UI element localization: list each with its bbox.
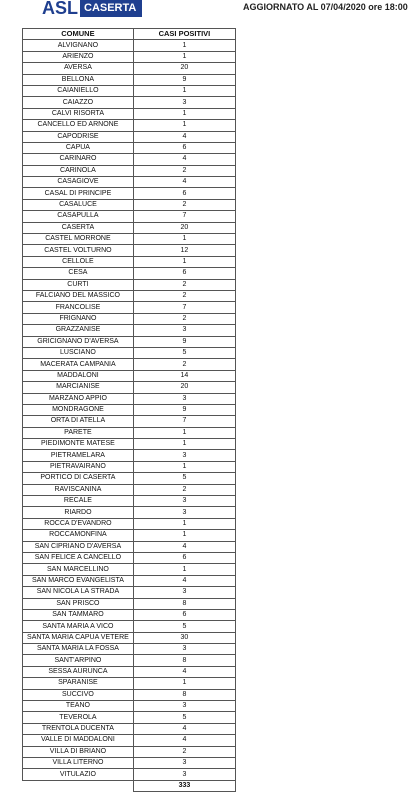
comune-cell: SANTA MARIA A VICO xyxy=(23,621,134,632)
table-row xyxy=(23,666,236,677)
casi-positivi-cell: 6 xyxy=(133,609,235,620)
table-row xyxy=(23,120,236,131)
casi-positivi-cell: 3 xyxy=(133,644,235,655)
total-row xyxy=(23,780,236,791)
casi-positivi-cell: 1 xyxy=(133,40,235,51)
casi-positivi-cell: 3 xyxy=(133,587,235,598)
table-row xyxy=(23,575,236,586)
comune-cell: SESSA AURUNCA xyxy=(23,666,134,677)
table-row xyxy=(23,518,236,529)
casi-positivi-cell: 3 xyxy=(133,393,235,404)
comune-cell: FALCIANO DEL MASSICO xyxy=(23,290,134,301)
table-row xyxy=(23,347,236,358)
casi-positivi-cell: 2 xyxy=(133,199,235,210)
table-row xyxy=(23,40,236,51)
table-row xyxy=(23,496,236,507)
comune-cell: CARINARO xyxy=(23,154,134,165)
table-row xyxy=(23,735,236,746)
table-row xyxy=(23,51,236,62)
table-row xyxy=(23,758,236,769)
casi-positivi-cell: 1 xyxy=(133,530,235,541)
casi-positivi-cell: 1 xyxy=(133,564,235,575)
comune-cell: MONDRAGONE xyxy=(23,404,134,415)
casi-positivi-cell: 2 xyxy=(133,484,235,495)
comune-cell: PIETRAMELARA xyxy=(23,450,134,461)
table-row xyxy=(23,689,236,700)
comune-cell: TEANO xyxy=(23,701,134,712)
table-row xyxy=(23,222,236,233)
casi-positivi-cell: 9 xyxy=(133,74,235,85)
table-row xyxy=(23,404,236,415)
comune-cell: VALLE DI MADDALONI xyxy=(23,735,134,746)
table-row xyxy=(23,268,236,279)
table-row xyxy=(23,655,236,666)
comune-cell: SANTA MARIA CAPUA VETERE xyxy=(23,632,134,643)
casi-positivi-cell: 3 xyxy=(133,701,235,712)
casi-positivi-cell: 5 xyxy=(133,473,235,484)
table-row xyxy=(23,245,236,256)
casi-positivi-cell: 1 xyxy=(133,439,235,450)
comune-cell: CASAPULLA xyxy=(23,211,134,222)
casi-positivi-cell: 7 xyxy=(133,416,235,427)
table-row xyxy=(23,142,236,153)
table-row xyxy=(23,484,236,495)
comune-cell: PORTICO DI CASERTA xyxy=(23,473,134,484)
logo-city-text: CASERTA xyxy=(80,0,142,17)
comune-cell: ALVIGNANO xyxy=(23,40,134,51)
comune-cell: CAIANIELLO xyxy=(23,85,134,96)
table-row xyxy=(23,63,236,74)
table-row xyxy=(23,461,236,472)
comune-cell: SAN MARCELLINO xyxy=(23,564,134,575)
table-row xyxy=(23,302,236,313)
casi-positivi-cell: 3 xyxy=(133,769,235,780)
table-row xyxy=(23,450,236,461)
casi-positivi-cell: 3 xyxy=(133,325,235,336)
table-row xyxy=(23,279,236,290)
comune-cell: CASERTA xyxy=(23,222,134,233)
comune-cell: SAN TAMMARO xyxy=(23,609,134,620)
comune-cell: SAN NICOLA LA STRADA xyxy=(23,587,134,598)
comune-cell: AVERSA xyxy=(23,63,134,74)
comune-cell: SANTA MARIA LA FOSSA xyxy=(23,644,134,655)
table-row xyxy=(23,382,236,393)
comune-cell: CASAGIOVE xyxy=(23,177,134,188)
comune-cell: TEVEROLA xyxy=(23,712,134,723)
casi-positivi-cell: 5 xyxy=(133,347,235,358)
comune-cell: VILLA LITERNO xyxy=(23,758,134,769)
casi-positivi-cell: 1 xyxy=(133,108,235,119)
table-row xyxy=(23,325,236,336)
casi-positivi-cell: 4 xyxy=(133,723,235,734)
casi-positivi-cell: 8 xyxy=(133,655,235,666)
table-row xyxy=(23,621,236,632)
casi-positivi-cell: 20 xyxy=(133,222,235,233)
casi-positivi-cell: 3 xyxy=(133,507,235,518)
comune-cell: CANCELLO ED ARNONE xyxy=(23,120,134,131)
table-row xyxy=(23,712,236,723)
casi-positivi-cell: 4 xyxy=(133,154,235,165)
table-row xyxy=(23,427,236,438)
casi-positivi-cell: 4 xyxy=(133,735,235,746)
comune-cell: SAN FELICE A CANCELLO xyxy=(23,552,134,563)
table-row xyxy=(23,598,236,609)
table-row xyxy=(23,701,236,712)
comune-cell: SANT'ARPINO xyxy=(23,655,134,666)
comune-cell: LUSCIANO xyxy=(23,347,134,358)
table-row xyxy=(23,416,236,427)
casi-positivi-cell: 3 xyxy=(133,450,235,461)
table-row xyxy=(23,473,236,484)
table-row xyxy=(23,530,236,541)
comune-cell: MARZANO APPIO xyxy=(23,393,134,404)
table-row xyxy=(23,199,236,210)
casi-positivi-cell: 1 xyxy=(133,234,235,245)
comune-cell: CAIAZZO xyxy=(23,97,134,108)
comune-cell: SUCCIVO xyxy=(23,689,134,700)
table-row xyxy=(23,313,236,324)
table-row xyxy=(23,336,236,347)
table-row xyxy=(23,587,236,598)
casi-positivi-cell: 3 xyxy=(133,496,235,507)
casi-positivi-cell: 1 xyxy=(133,461,235,472)
comune-cell: VITULAZIO xyxy=(23,769,134,780)
table-row xyxy=(23,746,236,757)
table-row xyxy=(23,97,236,108)
table-body xyxy=(23,40,236,792)
comune-cell: SAN PRISCO xyxy=(23,598,134,609)
comune-cell: SAN CIPRIANO D'AVERSA xyxy=(23,541,134,552)
comune-cell: FRIGNANO xyxy=(23,313,134,324)
casi-positivi-cell: 9 xyxy=(133,404,235,415)
casi-positivi-cell: 1 xyxy=(133,85,235,96)
casi-positivi-cell: 14 xyxy=(133,370,235,381)
comune-cell: RIARDO xyxy=(23,507,134,518)
casi-positivi-cell: 4 xyxy=(133,131,235,142)
table-row xyxy=(23,154,236,165)
table-row xyxy=(23,177,236,188)
comune-cell: MADDALONI xyxy=(23,370,134,381)
comune-cell: MACERATA CAMPANIA xyxy=(23,359,134,370)
casi-positivi-cell: 6 xyxy=(133,188,235,199)
casi-positivi-cell: 1 xyxy=(133,256,235,267)
casi-positivi-cell: 2 xyxy=(133,165,235,176)
comune-cell: GRICIGNANO D'AVERSA xyxy=(23,336,134,347)
comune-cell: FRANCOLISE xyxy=(23,302,134,313)
update-timestamp: AGGIORNATO AL 07/04/2020 ore 18:00 xyxy=(243,2,408,12)
asl-caserta-logo xyxy=(42,0,142,17)
casi-positivi-cell: 4 xyxy=(133,575,235,586)
table-row xyxy=(23,552,236,563)
comune-cell: CURTI xyxy=(23,279,134,290)
logo-asl-text: ASL xyxy=(42,0,78,18)
cases-table xyxy=(22,28,236,792)
casi-positivi-cell: 5 xyxy=(133,712,235,723)
casi-positivi-cell: 2 xyxy=(133,279,235,290)
comune-cell: CASAL DI PRINCIPE xyxy=(23,188,134,199)
comune-cell: ORTA DI ATELLA xyxy=(23,416,134,427)
table-row xyxy=(23,541,236,552)
casi-positivi-cell: 4 xyxy=(133,177,235,188)
comune-cell: SAN MARCO EVANGELISTA xyxy=(23,575,134,586)
table-row xyxy=(23,131,236,142)
table-row xyxy=(23,632,236,643)
comune-cell: ARIENZO xyxy=(23,51,134,62)
table-row xyxy=(23,188,236,199)
casi-positivi-cell: 8 xyxy=(133,689,235,700)
table-row xyxy=(23,108,236,119)
comune-cell: CELLOLE xyxy=(23,256,134,267)
casi-positivi-cell: 6 xyxy=(133,268,235,279)
table-row xyxy=(23,256,236,267)
comune-cell: ROCCA D'EVANDRO xyxy=(23,518,134,529)
table-row xyxy=(23,769,236,780)
casi-positivi-cell: 1 xyxy=(133,120,235,131)
casi-positivi-cell: 1 xyxy=(133,51,235,62)
table-row xyxy=(23,85,236,96)
casi-positivi-cell: 4 xyxy=(133,541,235,552)
table-row xyxy=(23,359,236,370)
casi-positivi-cell: 5 xyxy=(133,621,235,632)
comune-cell: GRAZZANISE xyxy=(23,325,134,336)
casi-positivi-cell: 2 xyxy=(133,359,235,370)
casi-positivi-cell: 1 xyxy=(133,518,235,529)
table-row xyxy=(23,290,236,301)
casi-positivi-cell: 3 xyxy=(133,758,235,769)
casi-positivi-cell: 4 xyxy=(133,666,235,677)
table-row xyxy=(23,723,236,734)
casi-positivi-cell: 6 xyxy=(133,142,235,153)
casi-positivi-cell: 30 xyxy=(133,632,235,643)
column-header-casi-positivi: CASI POSITIVI xyxy=(133,29,235,40)
column-header-comune: COMUNE xyxy=(23,29,134,40)
casi-positivi-cell: 8 xyxy=(133,598,235,609)
comune-cell: PIEDIMONTE MATESE xyxy=(23,439,134,450)
casi-positivi-cell: 1 xyxy=(133,678,235,689)
comune-cell: BELLONA xyxy=(23,74,134,85)
comune-cell: RAVISCANINA xyxy=(23,484,134,495)
table-row xyxy=(23,165,236,176)
casi-positivi-cell: 9 xyxy=(133,336,235,347)
comune-cell: TRENTOLA DUCENTA xyxy=(23,723,134,734)
comune-cell: CASTEL VOLTURNO xyxy=(23,245,134,256)
table-row xyxy=(23,678,236,689)
page-header xyxy=(0,0,415,22)
comune-cell: CAPUA xyxy=(23,142,134,153)
table-row xyxy=(23,564,236,575)
table-row xyxy=(23,644,236,655)
comune-cell: ROCCAMONFINA xyxy=(23,530,134,541)
casi-positivi-cell: 6 xyxy=(133,552,235,563)
comune-cell: CASALUCE xyxy=(23,199,134,210)
table-row xyxy=(23,609,236,620)
table-row xyxy=(23,393,236,404)
table-row xyxy=(23,507,236,518)
comune-cell: CESA xyxy=(23,268,134,279)
comune-cell: RECALE xyxy=(23,496,134,507)
casi-positivi-cell: 1 xyxy=(133,427,235,438)
total-blank-cell xyxy=(23,780,134,791)
total-cases-cell: 333 xyxy=(133,780,235,791)
table-row xyxy=(23,370,236,381)
casi-positivi-cell: 2 xyxy=(133,290,235,301)
comune-cell: VILLA DI BRIANO xyxy=(23,746,134,757)
table-row xyxy=(23,234,236,245)
comune-cell: CASTEL MORRONE xyxy=(23,234,134,245)
casi-positivi-cell: 3 xyxy=(133,97,235,108)
casi-positivi-cell: 7 xyxy=(133,302,235,313)
comune-cell: MARCIANISE xyxy=(23,382,134,393)
comune-cell: SPARANISE xyxy=(23,678,134,689)
casi-positivi-cell: 7 xyxy=(133,211,235,222)
table-row xyxy=(23,211,236,222)
comune-cell: CAPODRISE xyxy=(23,131,134,142)
comune-cell: CARINOLA xyxy=(23,165,134,176)
table-row xyxy=(23,74,236,85)
table-header-row xyxy=(23,29,236,40)
table-row xyxy=(23,439,236,450)
casi-positivi-cell: 2 xyxy=(133,313,235,324)
comune-cell: CALVI RISORTA xyxy=(23,108,134,119)
comune-cell: PIETRAVAIRANO xyxy=(23,461,134,472)
casi-positivi-cell: 20 xyxy=(133,63,235,74)
casi-positivi-cell: 20 xyxy=(133,382,235,393)
casi-positivi-cell: 12 xyxy=(133,245,235,256)
comune-cell: PARETE xyxy=(23,427,134,438)
casi-positivi-cell: 2 xyxy=(133,746,235,757)
